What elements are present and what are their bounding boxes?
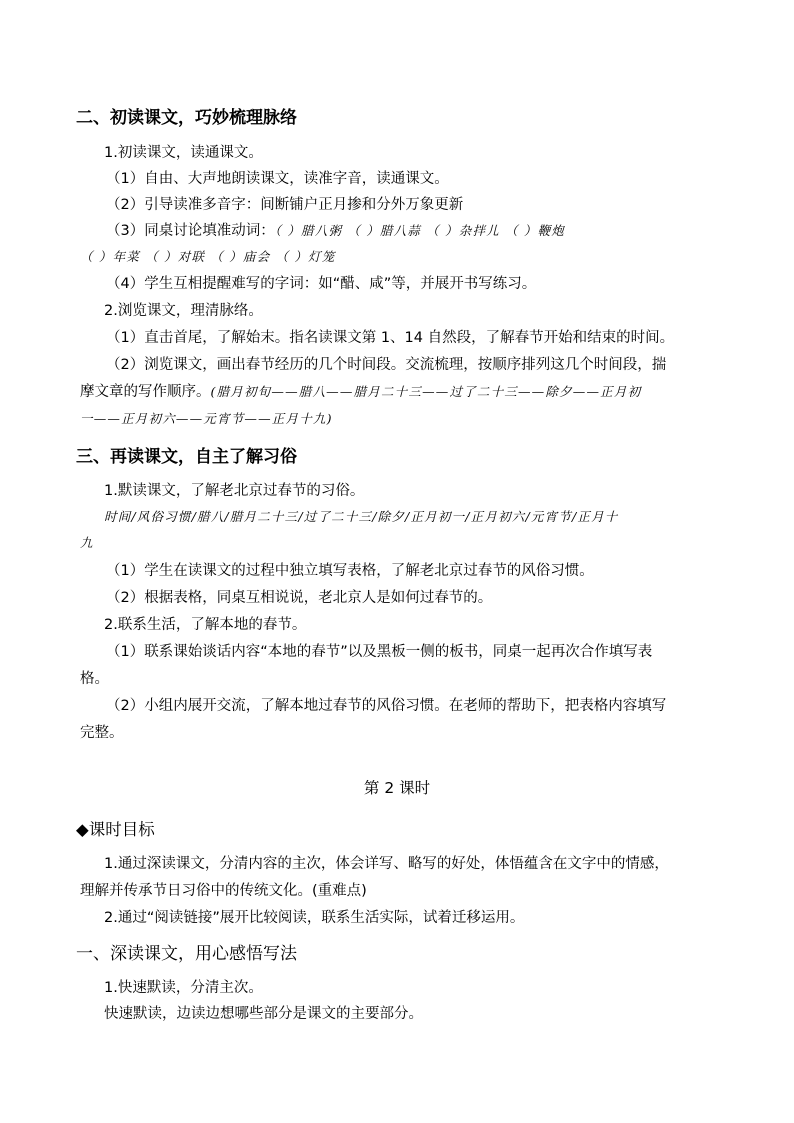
- paragraph: （1）直击首尾，了解始末。指名读课文第 1、14 自然段，了解春节开始和结束的时间。: [106, 330, 675, 346]
- paragraph: （2）小组内展开交流，了解本地过春节的风俗习惯。在老师的帮助下，把表格内容填写: [106, 698, 667, 714]
- customs-table-headers: 时间/风俗习惯/腊八/腊月二十三/过了二十三/除夕/正月初一/正月初六/元宵节/正月十: [104, 509, 619, 524]
- timeline-line: [80, 382, 641, 402]
- verb-exercise-line2: （ ）年菜 （ ）对联 （ ）庙会 （ ）灯笼: [80, 249, 336, 264]
- paragraph: （1）自由、大声地朗读课文，读准字音，读通课文。: [106, 171, 449, 187]
- paragraph-continuation: 格。: [80, 671, 109, 687]
- goal-item: 2.通过“阅读链接”展开比较阅读，联系生活实际，试着迁移运用。: [104, 910, 525, 926]
- step-browse: 2.浏览课文，理清脉络。: [104, 303, 263, 319]
- customs-table-headers-continued: 九: [80, 535, 94, 550]
- verb-exercise-line1: [106, 221, 565, 241]
- verb-exercise-items: （ ）腊八粥 （ ）腊八蒜 （ ）杂拌儿 （ ）鞭炮: [274, 223, 565, 238]
- paragraph: （2）根据表格，同桌互相说说，老北京人是如何过春节的。: [106, 590, 493, 606]
- paragraph-continuation: 摩文章的写作顺序。: [80, 384, 211, 400]
- paragraph: （2）引导读准多音字：间断铺户正月掺和分外万象更新: [106, 197, 464, 213]
- step-connect-life: 2.联系生活，了解本地的春节。: [104, 617, 307, 633]
- paragraph-continuation: 完整。: [80, 725, 124, 741]
- goal-item-continuation: 理解并传承节日习俗中的传统文化。(重难点): [80, 883, 367, 899]
- paragraph: （1）联系课始谈话内容“本地的春节”以及黑板一侧的板书，同桌一起再次合作填写表: [106, 644, 653, 660]
- goal-item: 1.通过深读课文，分清内容的主次，体会详写、略写的好处，体悟蕴含在文字中的情感，: [104, 856, 669, 872]
- lesson-title: 第 2 课时: [363, 779, 431, 797]
- goals-heading: ◆课时目标: [76, 820, 155, 839]
- paragraph: （2）浏览课文，画出春节经历的几个时间段。交流梳理，按顺序排列这几个时间段，揣: [106, 357, 667, 373]
- timeline-sequence: (腊月初旬——腊八——腊月二十三——过了二十三——除夕——正月初: [210, 384, 642, 399]
- step-quick-reading: 1.快速默读，分清主次。: [104, 980, 263, 996]
- paragraph: 快速默读，边读边想哪些部分是课文的主要部分。: [104, 1006, 423, 1022]
- step-read-through: 1.初读课文，读通课文。: [104, 145, 263, 161]
- step-silent-reading: 1.默读课文，了解老北京过春节的习俗。: [104, 483, 365, 499]
- section-heading-second-reading: 三、再读课文，自主了解习俗: [76, 447, 297, 467]
- verb-exercise-label: （3）同桌讨论填准动词：: [106, 223, 275, 239]
- section-heading-deep-reading: 一、深读课文，用心感悟写法: [76, 944, 297, 964]
- paragraph: （4）学生互相提醒难写的字词：如“醋、咸”等，并展开书写练习。: [106, 276, 537, 292]
- paragraph: （1）学生在读课文的过程中独立填写表格，了解老北京过春节的风俗习惯。: [106, 563, 594, 579]
- timeline-sequence-continued: 一——正月初六——元宵节——正月十九): [80, 411, 333, 426]
- section-heading-first-reading: 二、初读课文，巧妙梳理脉络: [76, 108, 297, 128]
